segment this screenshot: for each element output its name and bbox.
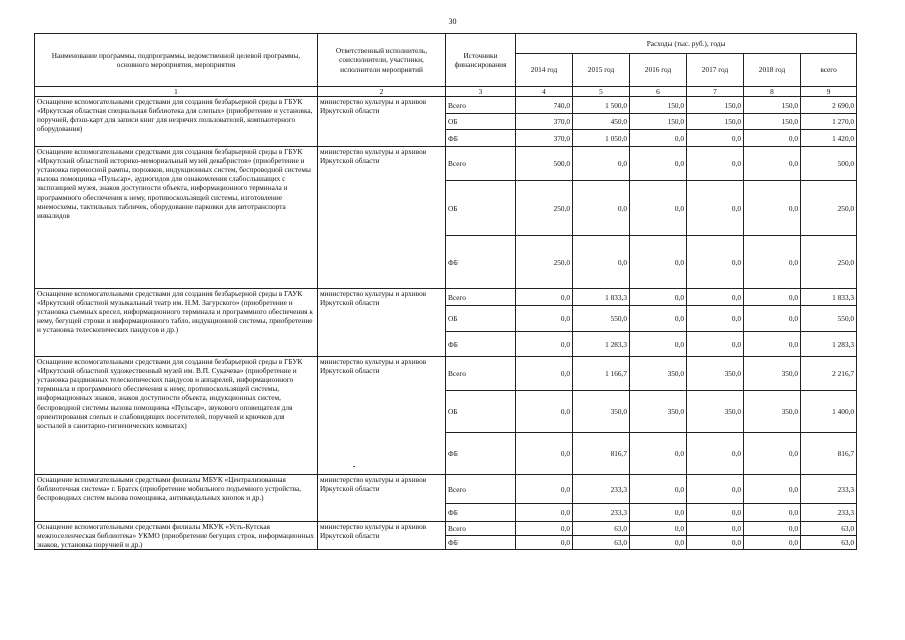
- year-value-cell: 0,0: [630, 433, 687, 475]
- scan-speck: [353, 466, 355, 467]
- funding-source-cell: ОБ: [446, 114, 516, 130]
- year-value-cell: 150,0: [687, 97, 744, 114]
- year-value-cell: 350,0: [630, 357, 687, 391]
- year-value-cell: 0,0: [744, 332, 801, 357]
- year-value-cell: 0,0: [744, 536, 801, 550]
- year-value-cell: 0,0: [744, 504, 801, 522]
- total-value-cell: 63,0: [801, 536, 857, 550]
- year-value-cell: 233,3: [573, 475, 630, 504]
- table-row: [35, 357, 857, 391]
- year-value-cell: 0,0: [744, 306, 801, 332]
- year-value-cell: 0,0: [516, 522, 573, 536]
- total-value-cell: 63,0: [801, 522, 857, 536]
- funding-source-cell: ОБ: [446, 391, 516, 433]
- column-number: 7: [687, 87, 744, 97]
- year-value-cell: 0,0: [516, 504, 573, 522]
- year-value-cell: 350,0: [744, 357, 801, 391]
- total-value-cell: 1 400,0: [801, 391, 857, 433]
- year-value-cell: 0,0: [516, 391, 573, 433]
- year-value-cell: 63,0: [573, 522, 630, 536]
- funding-source-cell: ОБ: [446, 306, 516, 332]
- year-value-cell: 0,0: [630, 522, 687, 536]
- year-value-cell: 550,0: [573, 306, 630, 332]
- year-value-cell: 500,0: [516, 147, 573, 181]
- year-value-cell: 0,0: [744, 475, 801, 504]
- year-value-cell: 150,0: [630, 114, 687, 130]
- total-value-cell: 233,3: [801, 475, 857, 504]
- table-row: [35, 97, 857, 114]
- year-value-cell: 0,0: [687, 306, 744, 332]
- year-value-cell: 63,0: [573, 536, 630, 550]
- year-value-cell: 0,0: [687, 130, 744, 147]
- year-value-cell: 350,0: [630, 391, 687, 433]
- executor-cell: министерство культуры и архивов Иркутской области: [318, 522, 446, 550]
- year-value-cell: 150,0: [630, 97, 687, 114]
- table-row: [35, 289, 857, 306]
- event-name-cell: Оснащение вспомогательными средствами для создания безбарьерной среды в ГБУК «Иркутский областной художественный музей им. В.П. Сукачева» (приобретение и установка раздвижных телескопических пандусов и аппарелей, информационного терминала и программного обеспечения к нему, противоскользящей системы, информационных знаков, знаков доступности объекта, индукционных систем, беспроводной системы вызова помощника «Пульсар», звукового оповещателя для ориентирования слепых и слабовидящих посетителей, поручней и крючков для костылей в санитарно-гигиенических комнатах): [35, 357, 318, 475]
- executor-cell: министерство культуры и архивов Иркутской области: [318, 475, 446, 522]
- year-value-cell: 0,0: [630, 332, 687, 357]
- year-value-cell: 0,0: [744, 236, 801, 289]
- year-value-cell: 0,0: [744, 433, 801, 475]
- header-name: Наименование программы, подпрограммы, ведомственной целевой программы, основного мероприятия, мероприятия: [35, 34, 318, 87]
- column-number-row: [35, 87, 857, 97]
- year-value-cell: 1 166,7: [573, 357, 630, 391]
- total-value-cell: 2 690,0: [801, 97, 857, 114]
- column-number: 3: [446, 87, 516, 97]
- header-year: 2014 год: [516, 54, 573, 87]
- year-value-cell: 0,0: [630, 306, 687, 332]
- total-value-cell: 816,7: [801, 433, 857, 475]
- funding-source-cell: Всего: [446, 97, 516, 114]
- year-value-cell: 0,0: [516, 433, 573, 475]
- table-row: [35, 522, 857, 536]
- year-value-cell: 0,0: [687, 236, 744, 289]
- column-number: 2: [318, 87, 446, 97]
- year-value-cell: 0,0: [573, 181, 630, 236]
- table-body: [35, 97, 857, 550]
- total-value-cell: 1 283,3: [801, 332, 857, 357]
- funding-source-cell: ФБ: [446, 332, 516, 357]
- year-value-cell: 0,0: [687, 147, 744, 181]
- funding-source-cell: Всего: [446, 522, 516, 536]
- event-name-cell: Оснащение вспомогательными средствами для создания безбарьерной среды в ГБУК «Иркутская областная специальная библиотека для слепых» (приобретение и установка, поручней, флэш-карт для записи книг для незрячих пользователей, компьютерного оборудования): [35, 97, 318, 147]
- executor-cell: министерство культуры и архивов Иркутской области: [318, 357, 446, 475]
- year-value-cell: 0,0: [687, 332, 744, 357]
- year-value-cell: 450,0: [573, 114, 630, 130]
- year-value-cell: 150,0: [744, 97, 801, 114]
- header-expenses: Расходы (тыс. руб.), годы: [516, 34, 857, 54]
- year-value-cell: 740,0: [516, 97, 573, 114]
- event-name-cell: Оснащение вспомогательными средствами для создания безбарьерной среды в ГБУК «Иркутский областной историко-мемориальный музей декабристов» (приобретение и установка переносной рампы, порожков, индукционных систем, беспроводной системы вызова помощника «Пульсар», аудиогидов для ознакомления слабослышащих с экспозицией музея, знаков доступности объекта, информационного терминала и программного обеспечения к нему, противоскользящей системы, изготовление мнемосхемы, тактильных табличек, оборудование парковки для автотранспорта инвалидов: [35, 147, 318, 289]
- total-value-cell: 500,0: [801, 147, 857, 181]
- year-value-cell: 0,0: [687, 289, 744, 306]
- year-value-cell: 0,0: [516, 475, 573, 504]
- year-value-cell: 0,0: [744, 181, 801, 236]
- year-value-cell: 0,0: [516, 306, 573, 332]
- total-value-cell: 1 270,0: [801, 114, 857, 130]
- event-name-cell: Оснащение вспомогательными средствами для создания безбарьерной среды в ГАУК «Иркутский областной музыкальный театр им. Н.М. Загурского» (приобретение и установка съемных кресел, информационного терминала и программного обеспечения к нему, бегущей строки и информационного табло, индукционной системы, приобретение и установка телескопических пандусов и др.): [35, 289, 318, 357]
- funding-source-cell: Всего: [446, 147, 516, 181]
- year-value-cell: 233,3: [573, 504, 630, 522]
- year-value-cell: 0,0: [630, 236, 687, 289]
- year-value-cell: 1 833,3: [573, 289, 630, 306]
- total-value-cell: 2 216,7: [801, 357, 857, 391]
- total-value-cell: 1 420,0: [801, 130, 857, 147]
- header-year: 2018 год: [744, 54, 801, 87]
- funding-source-cell: ФБ: [446, 236, 516, 289]
- year-value-cell: 0,0: [687, 536, 744, 550]
- year-value-cell: 1 050,0: [573, 130, 630, 147]
- header-year: 2016 год: [630, 54, 687, 87]
- funding-source-cell: ФБ: [446, 130, 516, 147]
- year-value-cell: 250,0: [516, 181, 573, 236]
- column-number: 8: [744, 87, 801, 97]
- funding-source-cell: Всего: [446, 357, 516, 391]
- year-value-cell: 0,0: [687, 475, 744, 504]
- column-number: 1: [35, 87, 318, 97]
- year-value-cell: 370,0: [516, 130, 573, 147]
- year-value-cell: 0,0: [630, 504, 687, 522]
- year-value-cell: 0,0: [744, 130, 801, 147]
- year-value-cell: 0,0: [516, 332, 573, 357]
- year-value-cell: 350,0: [687, 357, 744, 391]
- header-executor: Ответственный исполнитель, соисполнители, участники, исполнители мероприятий: [318, 34, 446, 87]
- total-value-cell: 550,0: [801, 306, 857, 332]
- year-value-cell: 350,0: [687, 391, 744, 433]
- year-value-cell: 0,0: [744, 147, 801, 181]
- year-value-cell: 0,0: [573, 236, 630, 289]
- year-value-cell: 0,0: [630, 130, 687, 147]
- header-year: 2017 год: [687, 54, 744, 87]
- header-source: Источники финансирования: [446, 34, 516, 87]
- year-value-cell: 0,0: [516, 289, 573, 306]
- year-value-cell: 0,0: [687, 504, 744, 522]
- funding-source-cell: ФБ: [446, 433, 516, 475]
- page-number: 30: [448, 17, 457, 26]
- funding-table: [34, 33, 857, 550]
- year-value-cell: 0,0: [516, 357, 573, 391]
- table-row: [35, 147, 857, 181]
- year-value-cell: 0,0: [516, 536, 573, 550]
- year-value-cell: 250,0: [516, 236, 573, 289]
- table-row: [35, 475, 857, 504]
- year-value-cell: 350,0: [744, 391, 801, 433]
- year-value-cell: 150,0: [687, 114, 744, 130]
- event-name-cell: Оснащение вспомогательными средствами филиалы МКУК «Усть-Кутская межпоселенческая библиотека» УКМО (приобретение бегущих строк, информационных знаков, установка поручней и др.): [35, 522, 318, 550]
- header-year: 2015 год: [573, 54, 630, 87]
- year-value-cell: 370,0: [516, 114, 573, 130]
- year-value-cell: 0,0: [630, 475, 687, 504]
- year-value-cell: 0,0: [630, 289, 687, 306]
- year-value-cell: 0,0: [744, 522, 801, 536]
- executor-cell: министерство культуры и архивов Иркутской области: [318, 147, 446, 289]
- column-number: 6: [630, 87, 687, 97]
- column-number: 5: [573, 87, 630, 97]
- year-value-cell: 150,0: [744, 114, 801, 130]
- year-value-cell: 0,0: [630, 147, 687, 181]
- funding-source-cell: ФБ: [446, 536, 516, 550]
- year-value-cell: 1 500,0: [573, 97, 630, 114]
- total-value-cell: 233,3: [801, 504, 857, 522]
- total-value-cell: 1 833,3: [801, 289, 857, 306]
- year-value-cell: 0,0: [744, 289, 801, 306]
- funding-source-cell: ФБ: [446, 504, 516, 522]
- column-number: 4: [516, 87, 573, 97]
- year-value-cell: 1 283,3: [573, 332, 630, 357]
- year-value-cell: 350,0: [573, 391, 630, 433]
- header-total: всего: [801, 54, 857, 87]
- year-value-cell: 0,0: [687, 433, 744, 475]
- year-value-cell: 0,0: [687, 181, 744, 236]
- year-value-cell: 0,0: [573, 147, 630, 181]
- year-value-cell: 0,0: [630, 536, 687, 550]
- column-number: 9: [801, 87, 857, 97]
- event-name-cell: Оснащение вспомогательными средствами филиалы МБУК «Централизованная библиотечная система» г. Братск (приобретение мобильного подъемного устройства, беспроводных систем вызова помощника, антивандальных кнопок и др.): [35, 475, 318, 522]
- year-value-cell: 0,0: [630, 181, 687, 236]
- executor-cell: министерство культуры и архивов Иркутской области: [318, 289, 446, 357]
- funding-source-cell: Всего: [446, 475, 516, 504]
- total-value-cell: 250,0: [801, 181, 857, 236]
- funding-source-cell: ОБ: [446, 181, 516, 236]
- executor-cell: министерство культуры и архивов Иркутской области: [318, 97, 446, 147]
- year-value-cell: 816,7: [573, 433, 630, 475]
- total-value-cell: 250,0: [801, 236, 857, 289]
- year-value-cell: 0,0: [687, 522, 744, 536]
- funding-source-cell: Всего: [446, 289, 516, 306]
